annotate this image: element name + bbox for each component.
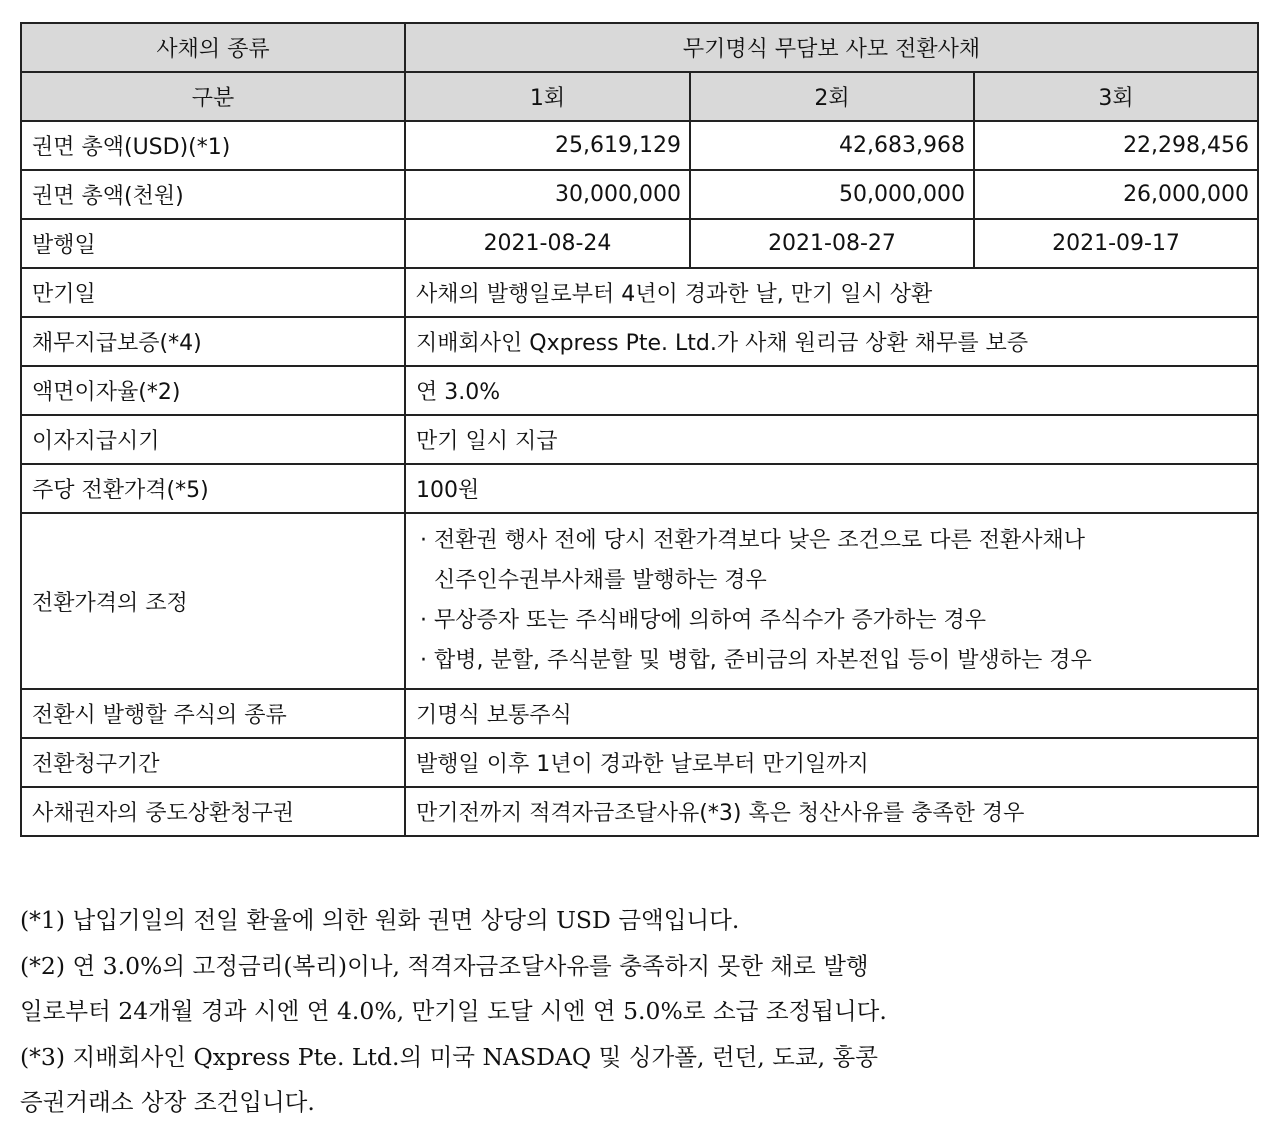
footnote-3-line-2: 증권거래소 상장 조건입니다. [20,1088,315,1116]
table-row-guarantee [21,317,1258,366]
table-row-price-adjustment [21,513,1258,689]
header-cell-division-label: 구분 [21,72,405,121]
row-label: 만기일 [21,268,405,317]
row-label: 주당 전환가격(*5) [21,464,405,513]
row-label: 전환청구기간 [21,738,405,787]
header-cell-round-1: 1회 [405,72,690,121]
cell-value-round-2: 2021-08-27 [690,219,974,268]
cell-value-round-1: 25,619,129 [405,121,690,170]
row-label: 권면 총액(USD)(*1) [21,121,405,170]
table-row-face-krw [21,170,1258,219]
table-row-maturity [21,268,1258,317]
table-row-conversion-price [21,464,1258,513]
cell-value-round-1: 30,000,000 [405,170,690,219]
footnote-3-line-1: (*3) 지배회사인 Qxpress Pte. Ltd.의 미국 NASDAQ 및 싱가폴, 런던, 도쿄, 홍콩 [20,1042,878,1071]
footnote-2-line-2: 일로부터 24개월 경과 시엔 연 4.0%, 만기일 도달 시엔 연 5.0%로 소급 조정됩니다. [20,997,887,1025]
row-value: 만기 일시 지급 [405,415,1258,464]
row-value: 발행일 이후 1년이 경과한 날로부터 만기일까지 [405,738,1258,787]
header-cell-bond-type-value: 무기명식 무담보 사모 전환사채 [405,23,1258,72]
cell-value-round-2: 50,000,000 [690,170,974,219]
row-label: 발행일 [21,219,405,268]
row-label: 액면이자율(*2) [21,366,405,415]
table-row-interest-payment [21,415,1258,464]
row-value: 지배회사인 Qxpress Pte. Ltd.가 사채 원리금 상환 채무를 보증 [405,317,1258,366]
cell-value-round-3: 26,000,000 [974,170,1258,219]
row-value: 연 3.0% [405,366,1258,415]
row-label: 권면 총액(천원) [21,170,405,219]
row-value: 만기전까지 적격자금조달사유(*3) 혹은 청산사유를 충족한 경우 [405,787,1258,836]
table-row-issue-date [21,219,1258,268]
header-cell-round-3: 3회 [974,72,1258,121]
adjustment-bullet-list [405,513,1258,689]
row-value: 사채의 발행일로부터 4년이 경과한 날, 만기 일시 상환 [405,268,1258,317]
footnote-1: (*1) 납입기일의 전일 환율에 의한 원화 권면 상당의 USD 금액입니다. [20,906,740,934]
cell-value-round-2: 42,683,968 [690,121,974,170]
cell-value-round-3: 22,298,456 [974,121,1258,170]
table-row-conversion-period [21,738,1258,787]
table-row-coupon-rate [21,366,1258,415]
adjustment-bullet-1-line-1: · 전환권 행사 전에 당시 전환가격보다 낮은 조건으로 다른 전환사채나 [420,528,1085,553]
header-cell-bond-type-label: 사채의 종류 [21,23,405,72]
table-row-share-type [21,689,1258,738]
table-row-face-usd [21,121,1258,170]
adjustment-bullet-1-line-2: 신주인수권부사채를 발행하는 경우 [434,568,767,593]
header-cell-round-2: 2회 [690,72,974,121]
row-value: 100원 [405,464,1258,513]
footnote-2-line-1: (*2) 연 3.0%의 고정금리(복리)이나, 적격자금조달사유를 충족하지 못한 채로 발행 [20,951,869,980]
table-row-put-option [21,787,1258,836]
adjustment-bullet-2: · 무상증자 또는 주식배당에 의하여 주식수가 증가하는 경우 [420,608,986,633]
adjustment-bullet-3: · 합병, 분할, 주식분할 및 병합, 준비금의 자본전입 등이 발생하는 경우 [420,648,1092,673]
row-value: 기명식 보통주식 [405,689,1258,738]
footnotes [20,898,1080,1126]
header-row-division [21,72,1258,121]
row-label: 채무지급보증(*4) [21,317,405,366]
header-row-bond-type [21,23,1258,72]
row-label: 전환시 발행할 주식의 종류 [21,689,405,738]
convertible-bond-table [20,22,1259,837]
row-label: 이자지급시기 [21,415,405,464]
cell-value-round-3: 2021-09-17 [974,219,1258,268]
row-label: 사채권자의 중도상환청구권 [21,787,405,836]
row-label: 전환가격의 조정 [21,513,405,689]
cell-value-round-1: 2021-08-24 [405,219,690,268]
